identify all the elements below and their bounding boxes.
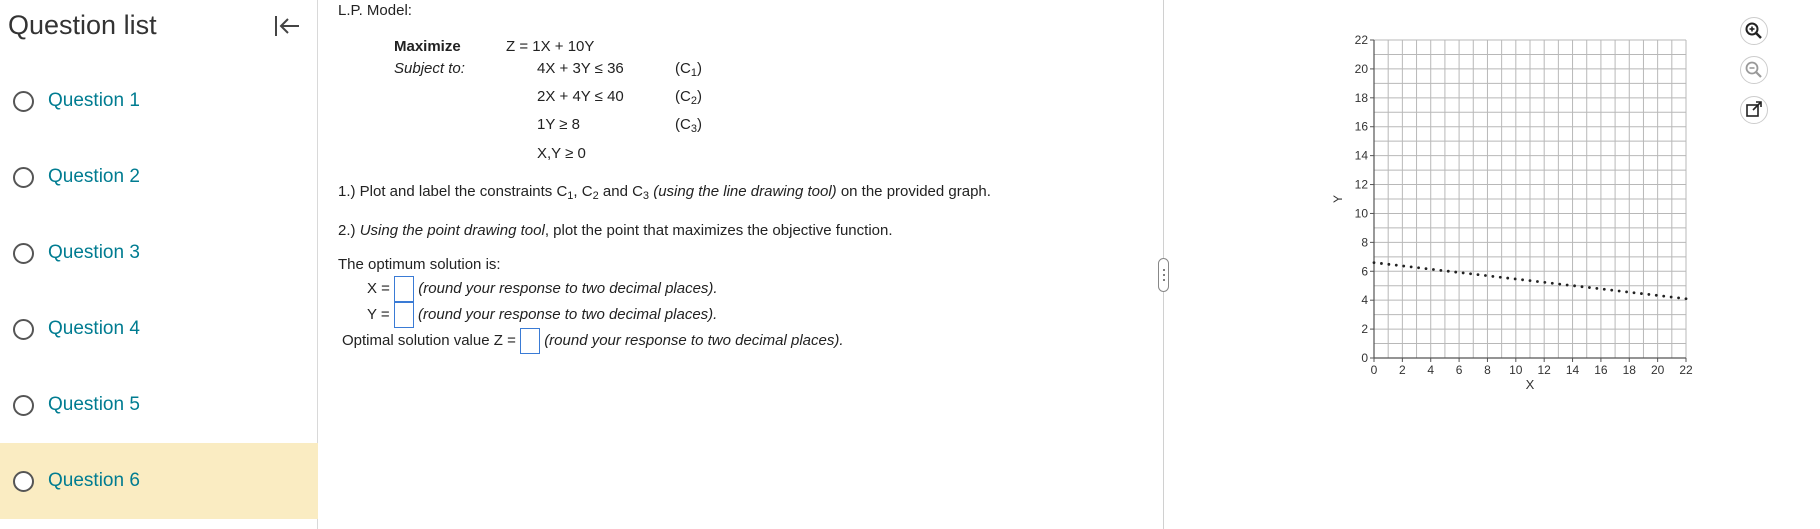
dotted-line-point xyxy=(1439,269,1442,272)
graph-canvas[interactable] xyxy=(1331,20,1705,420)
dotted-line-point xyxy=(1551,282,1554,285)
constraint-tag-text: (C xyxy=(675,116,691,133)
dotted-line-point xyxy=(1685,297,1688,300)
constraint-3-expr: 1Y ≥ 8 xyxy=(537,116,580,133)
dotted-line-point xyxy=(1477,273,1480,276)
subject-to-label: Subject to: xyxy=(394,60,465,77)
collapse-left-icon xyxy=(273,13,301,39)
question-label: Question 4 xyxy=(48,318,140,339)
x-tick-label: 6 xyxy=(1455,363,1463,377)
dotted-line-point xyxy=(1410,266,1413,269)
dotted-line-point xyxy=(1454,271,1457,274)
x-tick-label: 8 xyxy=(1484,363,1491,377)
instruction-italic: (using the line drawing tool) xyxy=(653,183,837,200)
dotted-line-point xyxy=(1432,268,1435,271)
question-item-2[interactable] xyxy=(0,139,318,215)
y-tick-label: 16 xyxy=(1354,119,1368,134)
dotted-line-point xyxy=(1543,281,1546,284)
dotted-line-point xyxy=(1529,279,1532,282)
constraint-tag-sub: 2 xyxy=(690,95,697,107)
instruction-text: 2.) xyxy=(338,222,360,239)
grid-lines xyxy=(1374,40,1686,358)
y-axis-label: Y xyxy=(1331,194,1345,204)
instruction-italic: Using the point drawing tool xyxy=(359,222,545,239)
dotted-line-point xyxy=(1521,278,1524,281)
dotted-line-point xyxy=(1662,295,1665,298)
dotted-line-point xyxy=(1514,278,1517,281)
instruction-text: , plot the point that maximizes the objective function. xyxy=(544,222,893,239)
instruction-sub: 3 xyxy=(642,190,650,202)
y-tick-label: 14 xyxy=(1354,148,1368,163)
zoom-in-icon xyxy=(1744,21,1764,41)
lp-model-heading: L.P. Model: xyxy=(338,2,412,19)
radio-icon xyxy=(13,91,34,112)
instruction-sub: 1 xyxy=(567,190,574,202)
dotted-line-point xyxy=(1380,262,1383,265)
y-tick-label: 10 xyxy=(1354,206,1368,221)
dotted-line-point xyxy=(1558,283,1561,286)
y-tick-label: 4 xyxy=(1361,293,1368,308)
x-tick-label: 2 xyxy=(1399,363,1406,377)
y-answer-input[interactable] xyxy=(394,302,414,328)
instruction-text: , C xyxy=(573,183,593,200)
constraint-tag-sub: 1 xyxy=(690,67,697,79)
dotted-line-point xyxy=(1647,293,1650,296)
nonnegativity-constraint: X,Y ≥ 0 xyxy=(537,145,586,162)
pane-resize-handle[interactable] xyxy=(1158,258,1169,292)
question-label: Question 6 xyxy=(48,470,140,491)
x-tick-label: 12 xyxy=(1537,363,1551,377)
x-tick-label: 14 xyxy=(1565,363,1580,377)
x-tick-label: 10 xyxy=(1509,363,1523,377)
question-item-5[interactable] xyxy=(0,367,318,443)
dotted-line-point xyxy=(1618,290,1621,293)
radio-icon xyxy=(13,243,34,264)
instruction-1 xyxy=(338,183,991,202)
y-tick-label: 0 xyxy=(1361,351,1368,365)
dotted-line-point xyxy=(1610,289,1613,292)
y-tick-label: 6 xyxy=(1361,264,1368,279)
x-tick-label: 16 xyxy=(1594,363,1608,377)
question-item-3[interactable] xyxy=(0,215,318,291)
dotted-line-point xyxy=(1469,272,1472,275)
y-answer-row xyxy=(367,302,717,328)
zoom-out-icon xyxy=(1744,60,1764,80)
instruction-sub: 2 xyxy=(592,190,599,202)
constraint-tag-text: (C xyxy=(675,60,691,77)
dotted-line-point xyxy=(1499,276,1502,279)
instruction-text: on the provided graph. xyxy=(836,183,991,200)
x-tick-label: 4 xyxy=(1427,363,1435,377)
x-tick-label: 0 xyxy=(1370,363,1378,377)
dotted-line-point xyxy=(1581,285,1584,288)
x-answer-input[interactable] xyxy=(394,276,414,302)
round-hint: (round your response to two decimal places). xyxy=(418,279,718,297)
y-answer-label: Y = xyxy=(367,305,390,323)
handle-dot xyxy=(1163,274,1165,276)
radio-icon xyxy=(13,395,34,416)
radio-icon xyxy=(13,167,34,188)
radio-icon xyxy=(13,471,34,492)
dotted-line-point xyxy=(1462,272,1465,275)
y-tick-label: 8 xyxy=(1361,235,1368,250)
y-tick-label: 2 xyxy=(1361,322,1368,337)
radio-icon xyxy=(13,319,34,340)
dotted-line-point xyxy=(1425,267,1428,270)
z-answer-input[interactable] xyxy=(520,328,540,354)
x-answer-row xyxy=(367,276,718,302)
question-list-sidebar xyxy=(0,0,318,529)
y-tick-label: 20 xyxy=(1354,61,1368,76)
dotted-line-point xyxy=(1573,284,1576,287)
dotted-line-point xyxy=(1566,284,1569,287)
dotted-line-point xyxy=(1402,265,1405,268)
dotted-line-point xyxy=(1677,296,1680,299)
x-axis-label: X xyxy=(1525,377,1535,392)
pop-out-icon xyxy=(1744,100,1764,120)
y-tick-label: 12 xyxy=(1354,177,1368,192)
dotted-line-point xyxy=(1603,288,1606,291)
sidebar-title: Question list xyxy=(8,10,157,40)
sidebar-header xyxy=(0,0,318,55)
dotted-line-point xyxy=(1655,294,1658,297)
dotted-line-point xyxy=(1506,277,1509,280)
dotted-line-point xyxy=(1595,287,1598,290)
x-tick-label: 20 xyxy=(1650,363,1665,377)
dotted-line-point xyxy=(1633,291,1636,294)
handle-dot xyxy=(1163,279,1165,281)
instruction-text: 1.) Plot and label the constraints C xyxy=(338,183,568,200)
question-label: Question 5 xyxy=(48,394,140,415)
constraint-2-tag xyxy=(675,88,702,107)
constraint-tag-text: (C xyxy=(675,88,691,105)
round-hint: (round your response to two decimal places). xyxy=(544,331,844,349)
constraint-tag-sub: 3 xyxy=(690,123,697,135)
x-answer-label: X = xyxy=(367,279,390,297)
collapse-sidebar-button[interactable] xyxy=(270,10,304,42)
handle-dot xyxy=(1163,269,1165,271)
x-tick-label: 18 xyxy=(1622,363,1636,377)
constraint-1-tag xyxy=(675,60,702,79)
dotted-line-point xyxy=(1491,275,1494,278)
constraint-2-expr: 2X + 4Y ≤ 40 xyxy=(537,88,624,105)
instruction-text: and C xyxy=(598,183,643,200)
pop-out-button[interactable] xyxy=(1740,96,1768,124)
constraint-1-expr: 4X + 3Y ≤ 36 xyxy=(537,60,624,77)
constraint-tag-end: ) xyxy=(696,116,702,133)
dotted-line-point xyxy=(1625,290,1628,293)
dotted-line-point xyxy=(1640,292,1643,295)
z-answer-label: Optimal solution value Z = xyxy=(342,331,516,349)
y-tick-label: 18 xyxy=(1354,90,1368,105)
dotted-line-point xyxy=(1588,286,1591,289)
constraint-tag-end: ) xyxy=(696,60,702,77)
question-item-6[interactable] xyxy=(0,443,318,519)
question-label: Question 1 xyxy=(48,90,140,111)
round-hint: (round your response to two decimal places). xyxy=(418,305,718,323)
tick-labels xyxy=(1355,33,1693,377)
x-tick-label: 22 xyxy=(1679,363,1693,377)
dotted-line-point xyxy=(1536,280,1539,283)
instruction-2 xyxy=(338,222,893,239)
dotted-line-point xyxy=(1387,263,1390,266)
constraint-3-tag xyxy=(675,116,702,135)
dotted-line-point xyxy=(1670,296,1673,299)
objective-function: Z = 1X + 10Y xyxy=(506,38,595,55)
dotted-line-point xyxy=(1447,270,1450,273)
dotted-line-point xyxy=(1373,261,1376,264)
optimum-label: The optimum solution is: xyxy=(338,256,501,273)
question-item-1[interactable] xyxy=(0,63,318,139)
maximize-label: Maximize xyxy=(394,38,461,55)
dotted-line-point xyxy=(1484,274,1487,277)
z-answer-row xyxy=(342,328,844,354)
zoom-in-button[interactable] xyxy=(1740,17,1768,45)
question-item-4[interactable] xyxy=(0,291,318,367)
dotted-line-point xyxy=(1417,266,1420,269)
constraint-tag-end: ) xyxy=(696,88,702,105)
zoom-out-button[interactable] xyxy=(1740,56,1768,84)
dotted-line-point xyxy=(1395,264,1398,267)
question-label: Question 2 xyxy=(48,166,140,187)
question-label: Question 3 xyxy=(48,242,140,263)
y-tick-label: 22 xyxy=(1354,33,1368,47)
